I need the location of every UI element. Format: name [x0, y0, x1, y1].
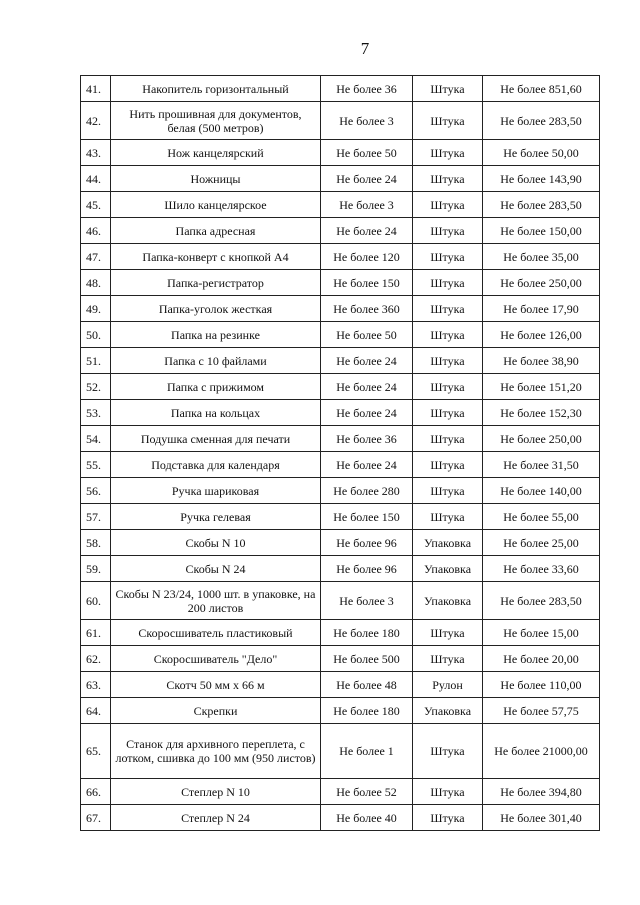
- item-name: Папка на кольцах: [111, 400, 321, 426]
- item-name: Ручка шариковая: [111, 478, 321, 504]
- item-quantity: Не более 36: [321, 426, 413, 452]
- item-price: Не более 20,00: [483, 646, 600, 672]
- item-quantity: Не более 3: [321, 192, 413, 218]
- item-price: Не более 152,30: [483, 400, 600, 426]
- item-price: Не более 283,50: [483, 582, 600, 620]
- item-name: Папка-регистратор: [111, 270, 321, 296]
- item-unit: Штука: [413, 374, 483, 400]
- item-unit: Упаковка: [413, 556, 483, 582]
- table-row: [81, 530, 600, 556]
- item-price: Не более 140,00: [483, 478, 600, 504]
- row-number: 56.: [81, 478, 111, 504]
- item-unit: Штука: [413, 218, 483, 244]
- table-row: [81, 102, 600, 140]
- table-row: [81, 452, 600, 478]
- item-quantity: Не более 24: [321, 166, 413, 192]
- item-unit: Упаковка: [413, 582, 483, 620]
- row-number: 54.: [81, 426, 111, 452]
- item-unit: Штука: [413, 348, 483, 374]
- item-unit: Рулон: [413, 672, 483, 698]
- item-price: Не более 38,90: [483, 348, 600, 374]
- item-name: Папка адресная: [111, 218, 321, 244]
- table-row: [81, 244, 600, 270]
- row-number: 50.: [81, 322, 111, 348]
- item-quantity: Не более 120: [321, 244, 413, 270]
- table-row: [81, 374, 600, 400]
- item-quantity: Не более 52: [321, 779, 413, 805]
- item-unit: Штука: [413, 724, 483, 779]
- row-number: 60.: [81, 582, 111, 620]
- table-row: [81, 218, 600, 244]
- item-price: Не более 851,60: [483, 76, 600, 102]
- item-name: Папка-конверт с кнопкой А4: [111, 244, 321, 270]
- item-unit: Штука: [413, 478, 483, 504]
- item-name: Скрепки: [111, 698, 321, 724]
- item-name: Ножницы: [111, 166, 321, 192]
- item-quantity: Не более 360: [321, 296, 413, 322]
- item-quantity: Не более 50: [321, 322, 413, 348]
- item-unit: Штука: [413, 620, 483, 646]
- item-price: Не более 21000,00: [483, 724, 600, 779]
- row-number: 58.: [81, 530, 111, 556]
- item-name: Скобы N 10: [111, 530, 321, 556]
- item-name: Степлер N 10: [111, 779, 321, 805]
- row-number: 62.: [81, 646, 111, 672]
- table-row: [81, 296, 600, 322]
- item-quantity: Не более 500: [321, 646, 413, 672]
- item-quantity: Не более 96: [321, 556, 413, 582]
- item-unit: Штука: [413, 646, 483, 672]
- item-price: Не более 301,40: [483, 805, 600, 831]
- item-price: Не более 15,00: [483, 620, 600, 646]
- table-row: [81, 504, 600, 530]
- table-row: [81, 582, 600, 620]
- item-unit: Штука: [413, 270, 483, 296]
- item-price: Не более 151,20: [483, 374, 600, 400]
- item-name: Подставка для календаря: [111, 452, 321, 478]
- item-price: Не более 17,90: [483, 296, 600, 322]
- item-price: Не более 55,00: [483, 504, 600, 530]
- row-number: 52.: [81, 374, 111, 400]
- item-price: Не более 110,00: [483, 672, 600, 698]
- row-number: 53.: [81, 400, 111, 426]
- item-name: Папка с прижимом: [111, 374, 321, 400]
- table-row: [81, 698, 600, 724]
- item-quantity: Не более 24: [321, 348, 413, 374]
- item-quantity: Не более 24: [321, 374, 413, 400]
- item-name: Папка-уголок жесткая: [111, 296, 321, 322]
- item-unit: Штука: [413, 504, 483, 530]
- row-number: 55.: [81, 452, 111, 478]
- item-name: Подушка сменная для печати: [111, 426, 321, 452]
- row-number: 46.: [81, 218, 111, 244]
- goods-table-body: [81, 76, 600, 831]
- row-number: 47.: [81, 244, 111, 270]
- item-quantity: Не более 150: [321, 270, 413, 296]
- item-quantity: Не более 180: [321, 620, 413, 646]
- item-name: Скобы N 24: [111, 556, 321, 582]
- table-row: [81, 166, 600, 192]
- item-price: Не более 283,50: [483, 192, 600, 218]
- item-name: Нож канцелярский: [111, 140, 321, 166]
- item-name: Папка с 10 файлами: [111, 348, 321, 374]
- row-number: 59.: [81, 556, 111, 582]
- table-row: [81, 556, 600, 582]
- table-row: [81, 426, 600, 452]
- item-unit: Штука: [413, 426, 483, 452]
- item-unit: Упаковка: [413, 698, 483, 724]
- item-name: Степлер N 24: [111, 805, 321, 831]
- table-row: [81, 724, 600, 779]
- row-number: 64.: [81, 698, 111, 724]
- table-row: [81, 76, 600, 102]
- item-unit: Штука: [413, 779, 483, 805]
- row-number: 41.: [81, 76, 111, 102]
- table-row: [81, 192, 600, 218]
- item-unit: Штука: [413, 102, 483, 140]
- item-unit: Штука: [413, 244, 483, 270]
- item-quantity: Не более 3: [321, 102, 413, 140]
- item-name: Скобы N 23/24, 1000 шт. в упаковке, на 200 листов: [111, 582, 321, 620]
- item-price: Не более 25,00: [483, 530, 600, 556]
- item-name: Нить прошивная для документов, белая (500 метров): [111, 102, 321, 140]
- item-quantity: Не более 180: [321, 698, 413, 724]
- row-number: 51.: [81, 348, 111, 374]
- item-name: Ручка гелевая: [111, 504, 321, 530]
- item-quantity: Не более 24: [321, 452, 413, 478]
- table-row: [81, 805, 600, 831]
- table-row: [81, 478, 600, 504]
- table-row: [81, 348, 600, 374]
- row-number: 61.: [81, 620, 111, 646]
- row-number: 45.: [81, 192, 111, 218]
- item-price: Не более 50,00: [483, 140, 600, 166]
- item-price: Не более 57,75: [483, 698, 600, 724]
- item-name: Скотч 50 мм х 66 м: [111, 672, 321, 698]
- item-unit: Штука: [413, 296, 483, 322]
- item-price: Не более 250,00: [483, 426, 600, 452]
- item-price: Не более 33,60: [483, 556, 600, 582]
- item-price: Не более 143,90: [483, 166, 600, 192]
- item-quantity: Не более 48: [321, 672, 413, 698]
- table-row: [81, 322, 600, 348]
- row-number: 65.: [81, 724, 111, 779]
- row-number: 66.: [81, 779, 111, 805]
- item-price: Не более 250,00: [483, 270, 600, 296]
- item-name: Папка на резинке: [111, 322, 321, 348]
- item-quantity: Не более 280: [321, 478, 413, 504]
- item-quantity: Не более 1: [321, 724, 413, 779]
- item-unit: Штука: [413, 140, 483, 166]
- row-number: 57.: [81, 504, 111, 530]
- item-unit: Штука: [413, 805, 483, 831]
- item-price: Не более 126,00: [483, 322, 600, 348]
- page-number: 7: [360, 39, 370, 58]
- item-quantity: Не более 3: [321, 582, 413, 620]
- row-number: 63.: [81, 672, 111, 698]
- item-name: Станок для архивного переплета, с лотком, сшивка до 100 мм (950 листов): [111, 724, 321, 779]
- table-row: [81, 400, 600, 426]
- row-number: 48.: [81, 270, 111, 296]
- item-unit: Штука: [413, 76, 483, 102]
- row-number: 42.: [81, 102, 111, 140]
- item-name: Скоросшиватель пластиковый: [111, 620, 321, 646]
- item-quantity: Не более 50: [321, 140, 413, 166]
- goods-table: [80, 75, 600, 831]
- item-price: Не более 394,80: [483, 779, 600, 805]
- item-price: Не более 283,50: [483, 102, 600, 140]
- item-quantity: Не более 24: [321, 400, 413, 426]
- item-unit: Штука: [413, 452, 483, 478]
- row-number: 49.: [81, 296, 111, 322]
- item-unit: Штука: [413, 192, 483, 218]
- table-row: [81, 620, 600, 646]
- table-row: [81, 140, 600, 166]
- item-name: Скоросшиватель "Дело": [111, 646, 321, 672]
- item-quantity: Не более 36: [321, 76, 413, 102]
- item-unit: Штука: [413, 166, 483, 192]
- item-price: Не более 150,00: [483, 218, 600, 244]
- item-price: Не более 31,50: [483, 452, 600, 478]
- table-row: [81, 672, 600, 698]
- item-unit: Упаковка: [413, 530, 483, 556]
- item-quantity: Не более 150: [321, 504, 413, 530]
- table-row: [81, 270, 600, 296]
- item-name: Шило канцелярское: [111, 192, 321, 218]
- item-name: Накопитель горизонтальный: [111, 76, 321, 102]
- item-quantity: Не более 96: [321, 530, 413, 556]
- row-number: 67.: [81, 805, 111, 831]
- table-row: [81, 779, 600, 805]
- item-price: Не более 35,00: [483, 244, 600, 270]
- item-unit: Штука: [413, 400, 483, 426]
- row-number: 44.: [81, 166, 111, 192]
- table-row: [81, 646, 600, 672]
- item-quantity: Не более 40: [321, 805, 413, 831]
- item-unit: Штука: [413, 322, 483, 348]
- row-number: 43.: [81, 140, 111, 166]
- item-quantity: Не более 24: [321, 218, 413, 244]
